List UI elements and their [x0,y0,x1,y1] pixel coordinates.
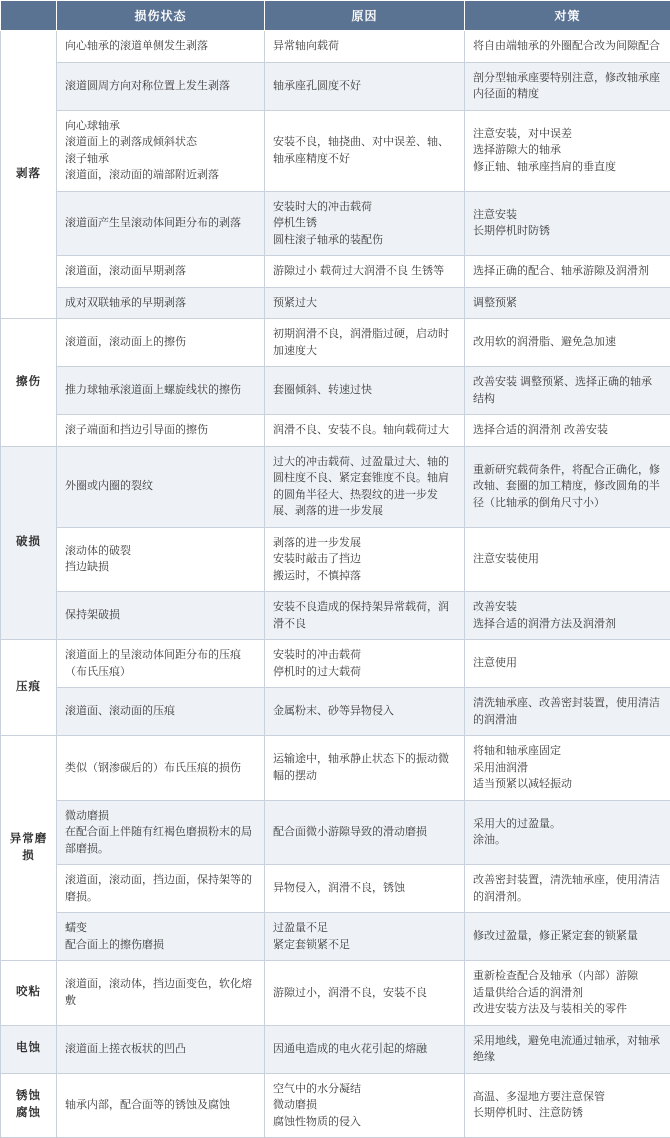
cause-cell: 异物侵入，润滑不良，锈蚀 [265,865,465,913]
table-row [1,62,670,110]
table-row [1,319,670,367]
cause-cell: 预紧过大 [265,287,465,319]
cause-cell: 安装不良造成的保持架异常载荷，润滑不良 [265,592,465,640]
state-cell: 滚道面，滚动面，挡边面，保持架等的磨损。 [57,865,265,913]
table-row [1,415,670,447]
state-cell: 滚道面，滚动体，挡边面变色，软化熔敷 [57,961,265,1026]
category-cell: 破损 [1,446,57,640]
cause-cell: 异常轴向载荷 [265,31,465,63]
fix-cell: 清洗轴承座、改善密封装置，使用清洁的润滑油 [465,688,670,736]
table-row [1,913,670,961]
category-cell: 异常磨损 [1,736,57,961]
cause-cell: 套圈倾斜、转速过快 [265,367,465,415]
state-cell: 蠕变 配合面上的擦伤磨损 [57,913,265,961]
fix-cell: 选择合适的润滑剂 改善安装 [465,415,670,447]
cause-cell: 安装不良，轴挠曲、对中误差、轴、 轴承座精度不好 [265,110,465,191]
state-cell: 滚动体的破裂 挡边缺损 [57,527,265,592]
table-row [1,800,670,865]
table-row [1,287,670,319]
fix-cell: 将轴和轴承座固定 采用油润滑 适当预紧以减轻振动 [465,736,670,801]
category-cell: 剥落 [1,31,57,319]
fix-cell: 注意安装使用 [465,527,670,592]
state-cell: 滚道面、滚动面的压痕 [57,688,265,736]
header-fix: 对策 [465,1,670,31]
fix-cell: 高温、多湿地方要注意保管 长期停机时、注意防锈 [465,1073,670,1138]
cause-cell: 游隙过小 载荷过大润滑不良 生锈等 [265,256,465,288]
header-category [1,1,57,31]
state-cell: 成对双联轴承的早期剥落 [57,287,265,319]
cause-cell: 因通电造成的电火花引起的熔融 [265,1025,465,1073]
state-cell: 向心轴承的滚道单侧发生剥落 [57,31,265,63]
fix-cell: 剖分型轴承座要特别注意，修改轴承座内径面的精度 [465,62,670,110]
fix-cell: 重新检查配合及轴承（内部）游隙 适量供给合适的润滑剂 改进安装方法及与装相关的零件 [465,961,670,1026]
table-row [1,1025,670,1073]
table-row [1,110,670,191]
table-row [1,865,670,913]
cause-cell: 金属粉末、砂等异物侵入 [265,688,465,736]
table-row [1,640,670,688]
fix-cell: 修改过盈量，修正紧定套的锁紧量 [465,913,670,961]
cause-cell: 润滑不良、安装不良。轴向载荷过大 [265,415,465,447]
fix-cell: 采用大的过盈量。 涂油。 [465,800,670,865]
state-cell: 滚道圆周方向对称位置上发生剥落 [57,62,265,110]
cause-cell: 安装时大的冲击载荷 停机生锈 圆柱滚子轴承的装配伤 [265,191,465,256]
fix-cell: 改善密封装置，清洗轴承座，使用清洁的润滑剂。 [465,865,670,913]
table-row [1,367,670,415]
state-cell: 滚道面上的呈滚动体间距分布的压痕（布氏压痕） [57,640,265,688]
state-cell: 滚道面上搓衣板状的凹凸 [57,1025,265,1073]
fix-cell: 注意使用 [465,640,670,688]
fix-cell: 将自由端轴承的外圈配合改为间隙配合 [465,31,670,63]
table-row [1,256,670,288]
table-row [1,736,670,801]
cause-cell: 游隙过小，润滑不良，安装不良 [265,961,465,1026]
cause-cell: 安装时的冲击载荷 停机时的过大载荷 [265,640,465,688]
cause-cell: 空气中的水分凝结 微动磨损 腐蚀性物质的侵入 [265,1073,465,1138]
header-state: 损伤状态 [57,1,265,31]
fix-cell: 改用软的润滑脂、避免急加速 [465,319,670,367]
fix-cell: 选择正确的配合、轴承游隙及润滑剂 [465,256,670,288]
state-cell: 轴承内部，配合面等的锈蚀及腐蚀 [57,1073,265,1138]
fix-cell: 采用地线，避免电流通过轴承，对轴承绝缘 [465,1025,670,1073]
state-cell: 滚道面，滚动面早期剥落 [57,256,265,288]
table-row [1,688,670,736]
state-cell: 滚道面，滚动面上的擦伤 [57,319,265,367]
category-cell: 压痕 [1,640,57,736]
table-row [1,961,670,1026]
table-header [1,1,670,31]
state-cell: 类似（钢渗碳后的）布氏压痕的损伤 [57,736,265,801]
cause-cell: 运输途中，轴承静止状态下的振动微幅的摆动 [265,736,465,801]
cause-cell: 轴承座孔圆度不好 [265,62,465,110]
header-cause: 原因 [265,1,465,31]
table-row [1,191,670,256]
state-cell: 推力球轴承滚道面上螺旋线状的擦伤 [57,367,265,415]
fix-cell: 重新研究载荷条件，将配合正确化，修改轴、套圈的加工精度，修改圆角的半径（比轴承的倒角尺寸小） [465,446,670,527]
table-row [1,592,670,640]
state-cell: 滚道面产生呈滚动体间距分布的剥落 [57,191,265,256]
table-body [1,31,670,1138]
state-cell: 滚子端面和挡边引导面的擦伤 [57,415,265,447]
fix-cell: 改善安装 选择合适的润滑方法及润滑剂 [465,592,670,640]
cause-cell: 初期润滑不良，润滑脂过硬，启动时加速度大 [265,319,465,367]
category-cell: 电蚀 [1,1025,57,1073]
state-cell: 外圈或内圈的裂纹 [57,446,265,527]
category-cell: 擦伤 [1,319,57,447]
table-row [1,446,670,527]
fix-cell: 改善安装 调整预紧、选择正确的轴承结构 [465,367,670,415]
cause-cell: 剥落的进一步发展 安装时敲击了挡边 搬运时，不慎掉落 [265,527,465,592]
cause-cell: 配合面微小游隙导致的滑动磨损 [265,800,465,865]
fix-cell: 注意安装，对中误差 选择游隙大的轴承 修正轴、轴承座挡肩的垂直度 [465,110,670,191]
cause-cell: 过大的冲击载荷、过盈量过大、轴的圆柱度不良、紧定套锥度不良。轴肩的圆角半径大、热裂纹的进一步发展、剥落的进一步发展 [265,446,465,527]
state-cell: 向心球轴承 滚道面上的剥落成倾斜状态 滚子轴承 滚道面，滚动面的端部附近剥落 [57,110,265,191]
cause-cell: 过盈量不足 紧定套锁紧不足 [265,913,465,961]
table-row [1,31,670,63]
state-cell: 微动磨损 在配合面上伴随有红褐色磨损粉末的局部磨损。 [57,800,265,865]
fix-cell: 注意安装 长期停机时防锈 [465,191,670,256]
table-row [1,527,670,592]
category-cell: 锈蚀 腐蚀 [1,1073,57,1138]
fix-cell: 调整预紧 [465,287,670,319]
state-cell: 保持架破损 [57,592,265,640]
header-row [1,1,670,31]
category-cell: 咬粘 [1,961,57,1026]
table-row [1,1073,670,1138]
